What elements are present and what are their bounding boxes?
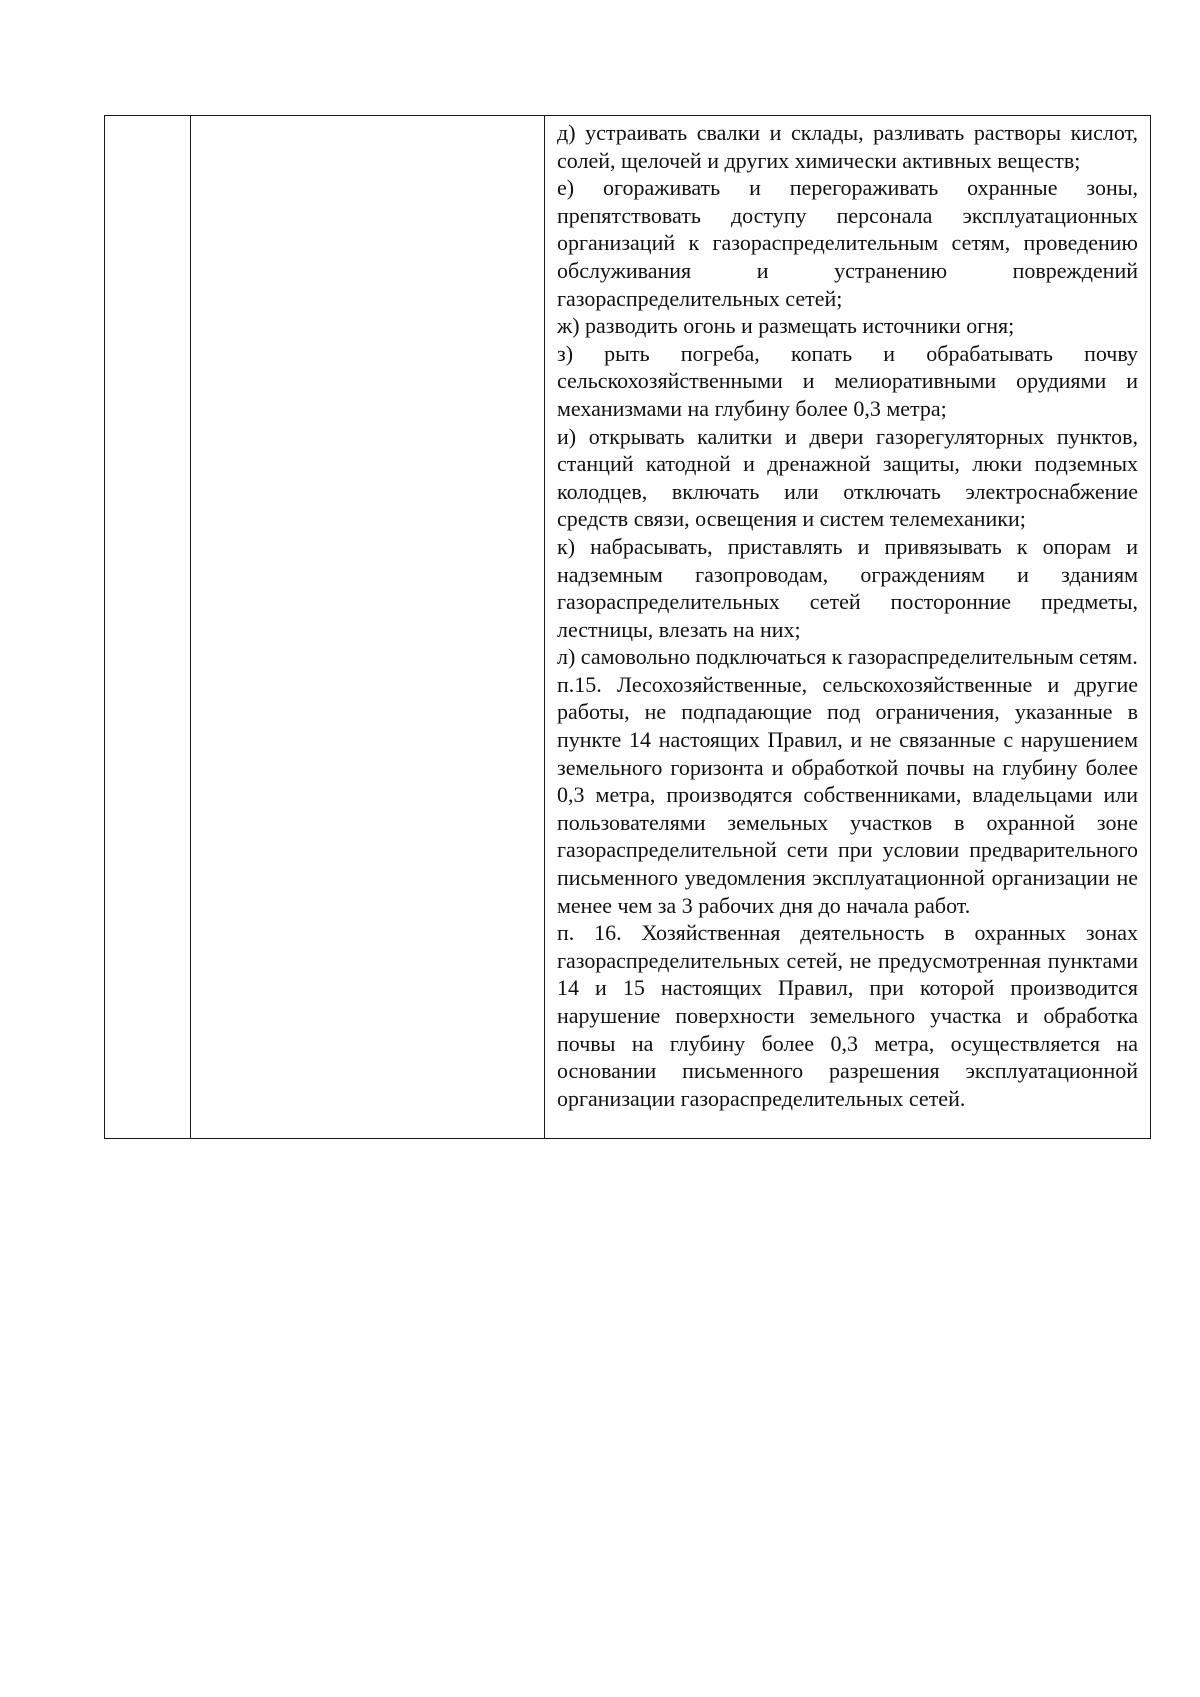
paragraph-i: и) открывать калитки и двери газорегуляторных пунктов, станций катодной и дренажной защиты, люки подземных колодцев, включать или отключать электроснабжение средств связи, освещения и систем телемеханики;: [557, 423, 1138, 532]
paragraph-e: е) огораживать и перегораживать охранные зоны, препятствовать доступу персонала эксплуатационных организаций к газораспределительным сетям, проведению обслуживания и устранению повреждений газораспределительных сетей;: [557, 175, 1138, 311]
paragraph-p16: п. 16. Хозяйственная деятельность в охранных зонах газораспределительных сетей, не предусмотренная пунктами 14 и 15 настоящих Правил, при которой производится нарушение поверхности земельного участка и обработка почвы на глубину более 0,3 метра, осуществляется на основании письменного разрешения эксплуатационной организации газораспределительных сетей.: [557, 920, 1138, 1111]
paragraph-k: к) набрасывать, приставлять и привязывать к опорам и надземным газопроводам, ограждениям и зданиям газораспределительных сетей посторонние предметы, лестницы, влезать на них;: [557, 533, 1138, 642]
paragraph-l: л) самовольно подключаться к газораспределительным сетям.: [557, 644, 1138, 670]
content-text-block: [545, 116, 1150, 1138]
paragraph-z: з) рыть погреба, копать и обрабатывать почву сельскохозяйственными и мелиоративными орудиями и механизмами на глубину более 0,3 метра;: [557, 340, 1138, 421]
table-cell-title: [191, 116, 545, 1139]
paragraph-d: д) устраивать свалки и склады, разливать растворы кислот, солей, щелочей и других химически активных веществ;: [557, 120, 1138, 173]
regulations-table: [104, 115, 1151, 1139]
table-cell-number: [105, 116, 191, 1139]
paragraph-p15: п.15. Лесохозяйственные, сельскохозяйственные и другие работы, не подпадающие под ограничения, указанные в пункте 14 настоящих Правил, и не связанные с нарушением земельного горизонта и обработкой почвы на глубину более 0,3 метра, производятся собственниками, владельцами или пользователями земельных участков в охранной зоне газораспределительной сети при условии предварительного письменного уведомления эксплуатационной организации не менее чем за 3 рабочих дня до начала работ.: [557, 671, 1138, 918]
table-row: [105, 116, 1151, 1139]
paragraph-zh: ж) разводить огонь и размещать источники огня;: [557, 313, 1015, 339]
table-cell-content: [545, 116, 1151, 1139]
